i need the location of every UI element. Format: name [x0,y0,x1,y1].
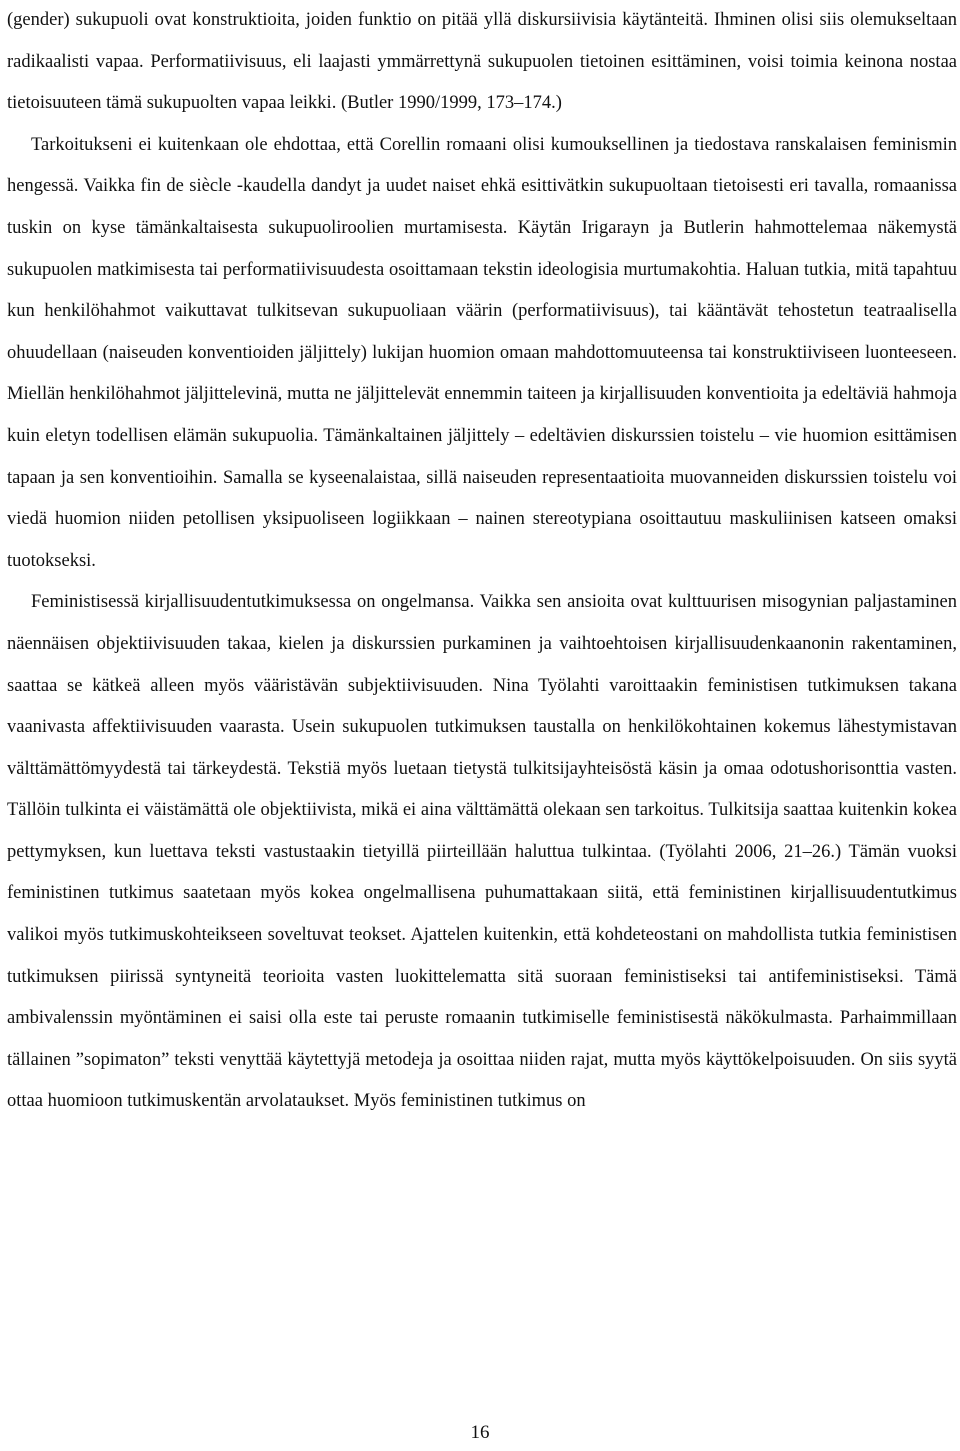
paragraph-feminist-research: Feministisessä kirjallisuudentutkimuksessa on ongelmansa. Vaikka sen ansioita ovat kulttuurisen misogynian paljastaminen näennäisen objektiivisuuden takaa, kielen ja diskurssien purkaminen ja vaihtoehtoisen kirjallisuudenkaanonin rakentaminen, saattaa se kätkeä alleen myös vääristävän subjektiivisuuden. Nina Työlahti varoittaakin feministisen tutkimuksen takana vaanivasta affektiivisuuden vaarasta. Usein sukupuolen tutkimuksen taustalla on henkilökohtainen kokemus lähestymistavan välttämättömyydestä tai tärkeydestä. Tekstiä myös luetaan tietystä tulkitsijayhteisöstä käsin ja omaa odotushorisonttia vasten. Tällöin tulkinta ei väistämättä ole objektiivista, mikä ei aina välttämättä olekaan sen tarkoitus. Tulkitsija saattaa kuitenkin kokea pettymyksen, kun luettava teksti vastustaakin tietyillä piirteillään haluttua tulkintaa. (Työlahti 2006, 21–26.) Tämän vuoksi feministinen tutkimus saatetaan myös kokea ongelmallisena puhumattakaan siitä, että feministinen kirjallisuudentutkimus valikoi myös tutkimuskohteikseen soveltuvat teokset. Ajattelen kuitenkin, että kohdeteostani on mahdollista tutkia feministisen tutkimuksen piirissä syntyneitä teorioita vasten luokittelematta sitä suoraan feministiseksi tai antifeministiseksi. Tämä ambivalenssin myöntäminen ei saisi olla este tai peruste romaanin tutkimiselle feministisestä näkökulmasta. Parhaimmillaan tällainen ”sopimaton” teksti venyttää käytettyjä metodeja ja osoittaa niiden rajat, mutta myös käyttökelpoisuuden. On siis syytä ottaa huomioon tutkimuskentän arvolataukset. Myös feministinen tutkimus on [7,592,957,1112]
page-number: 16 [470,1422,490,1443]
paragraph-gender-constructions: (gender) sukupuoli ovat konstruktioita, joiden funktio on pitää yllä diskursiivisia käytänteitä. Ihminen olisi siis olemukseltaan radikaalisti vapaa. Performatiivisuus, eli laajasti ymmärrettynä sukupuolen tietoinen esittäminen, voisi toimia keinona nostaa tietoisuuteen tämä sukupuolten vapaa leikki. (Butler 1990/1999, 173–174.) [7,10,957,114]
document-body [7,0,957,1123]
paragraph-intention: Tarkoitukseni ei kuitenkaan ole ehdottaa, että Corellin romaani olisi kumouksellinen ja tiedostava ranskalaisen feminismin hengessä. Vaikka fin de siècle -kaudella dandyt ja uudet naiset ehkä esittivätkin sukupuoltaan tietoisesti eri tavalla, romaanissa tuskin on kyse tämänkaltaisesta sukupuoliroolien murtamisesta. Käytän Irigarayn ja Butlerin hahmottelemaa näkemystä sukupuolen matkimisesta tai performatiivisuudesta osoittamaan tekstin ideologisia murtumakohtia. Haluan tutkia, mitä tapahtuu kun henkilöhahmot vaikuttavat tulkitsevan sukupuoliaan väärin (performatiivisuus), tai kääntävät tehostetun teatraalisella ohuudellaan (naiseuden konventioiden jäljittely) lukijan huomion omaan mahdottomuuteensa tai konstruktiiviseen luonteeseen. Miellän henkilöhahmot jäljittelevinä, mutta ne jäljittelevät ennemmin taiteen ja kirjallisuuden konventioita ja edeltäviä hahmoja kuin eletyn todellisen elämän sukupuolia. Tämänkaltainen jäljittely – edeltävien diskurssien toistelu – vie huomion esittämisen tapaan ja sen konventioihin. Samalla se kyseenalaistaa, sillä naiseuden representaatioita muovanneiden diskurssien toistelu voi viedä huomion niiden petollisen yksipuoliseen logiikkaan – nainen stereotypiana osoittautuu maskuliinisen katseen omaksi tuotokseksi. [7,134,957,571]
